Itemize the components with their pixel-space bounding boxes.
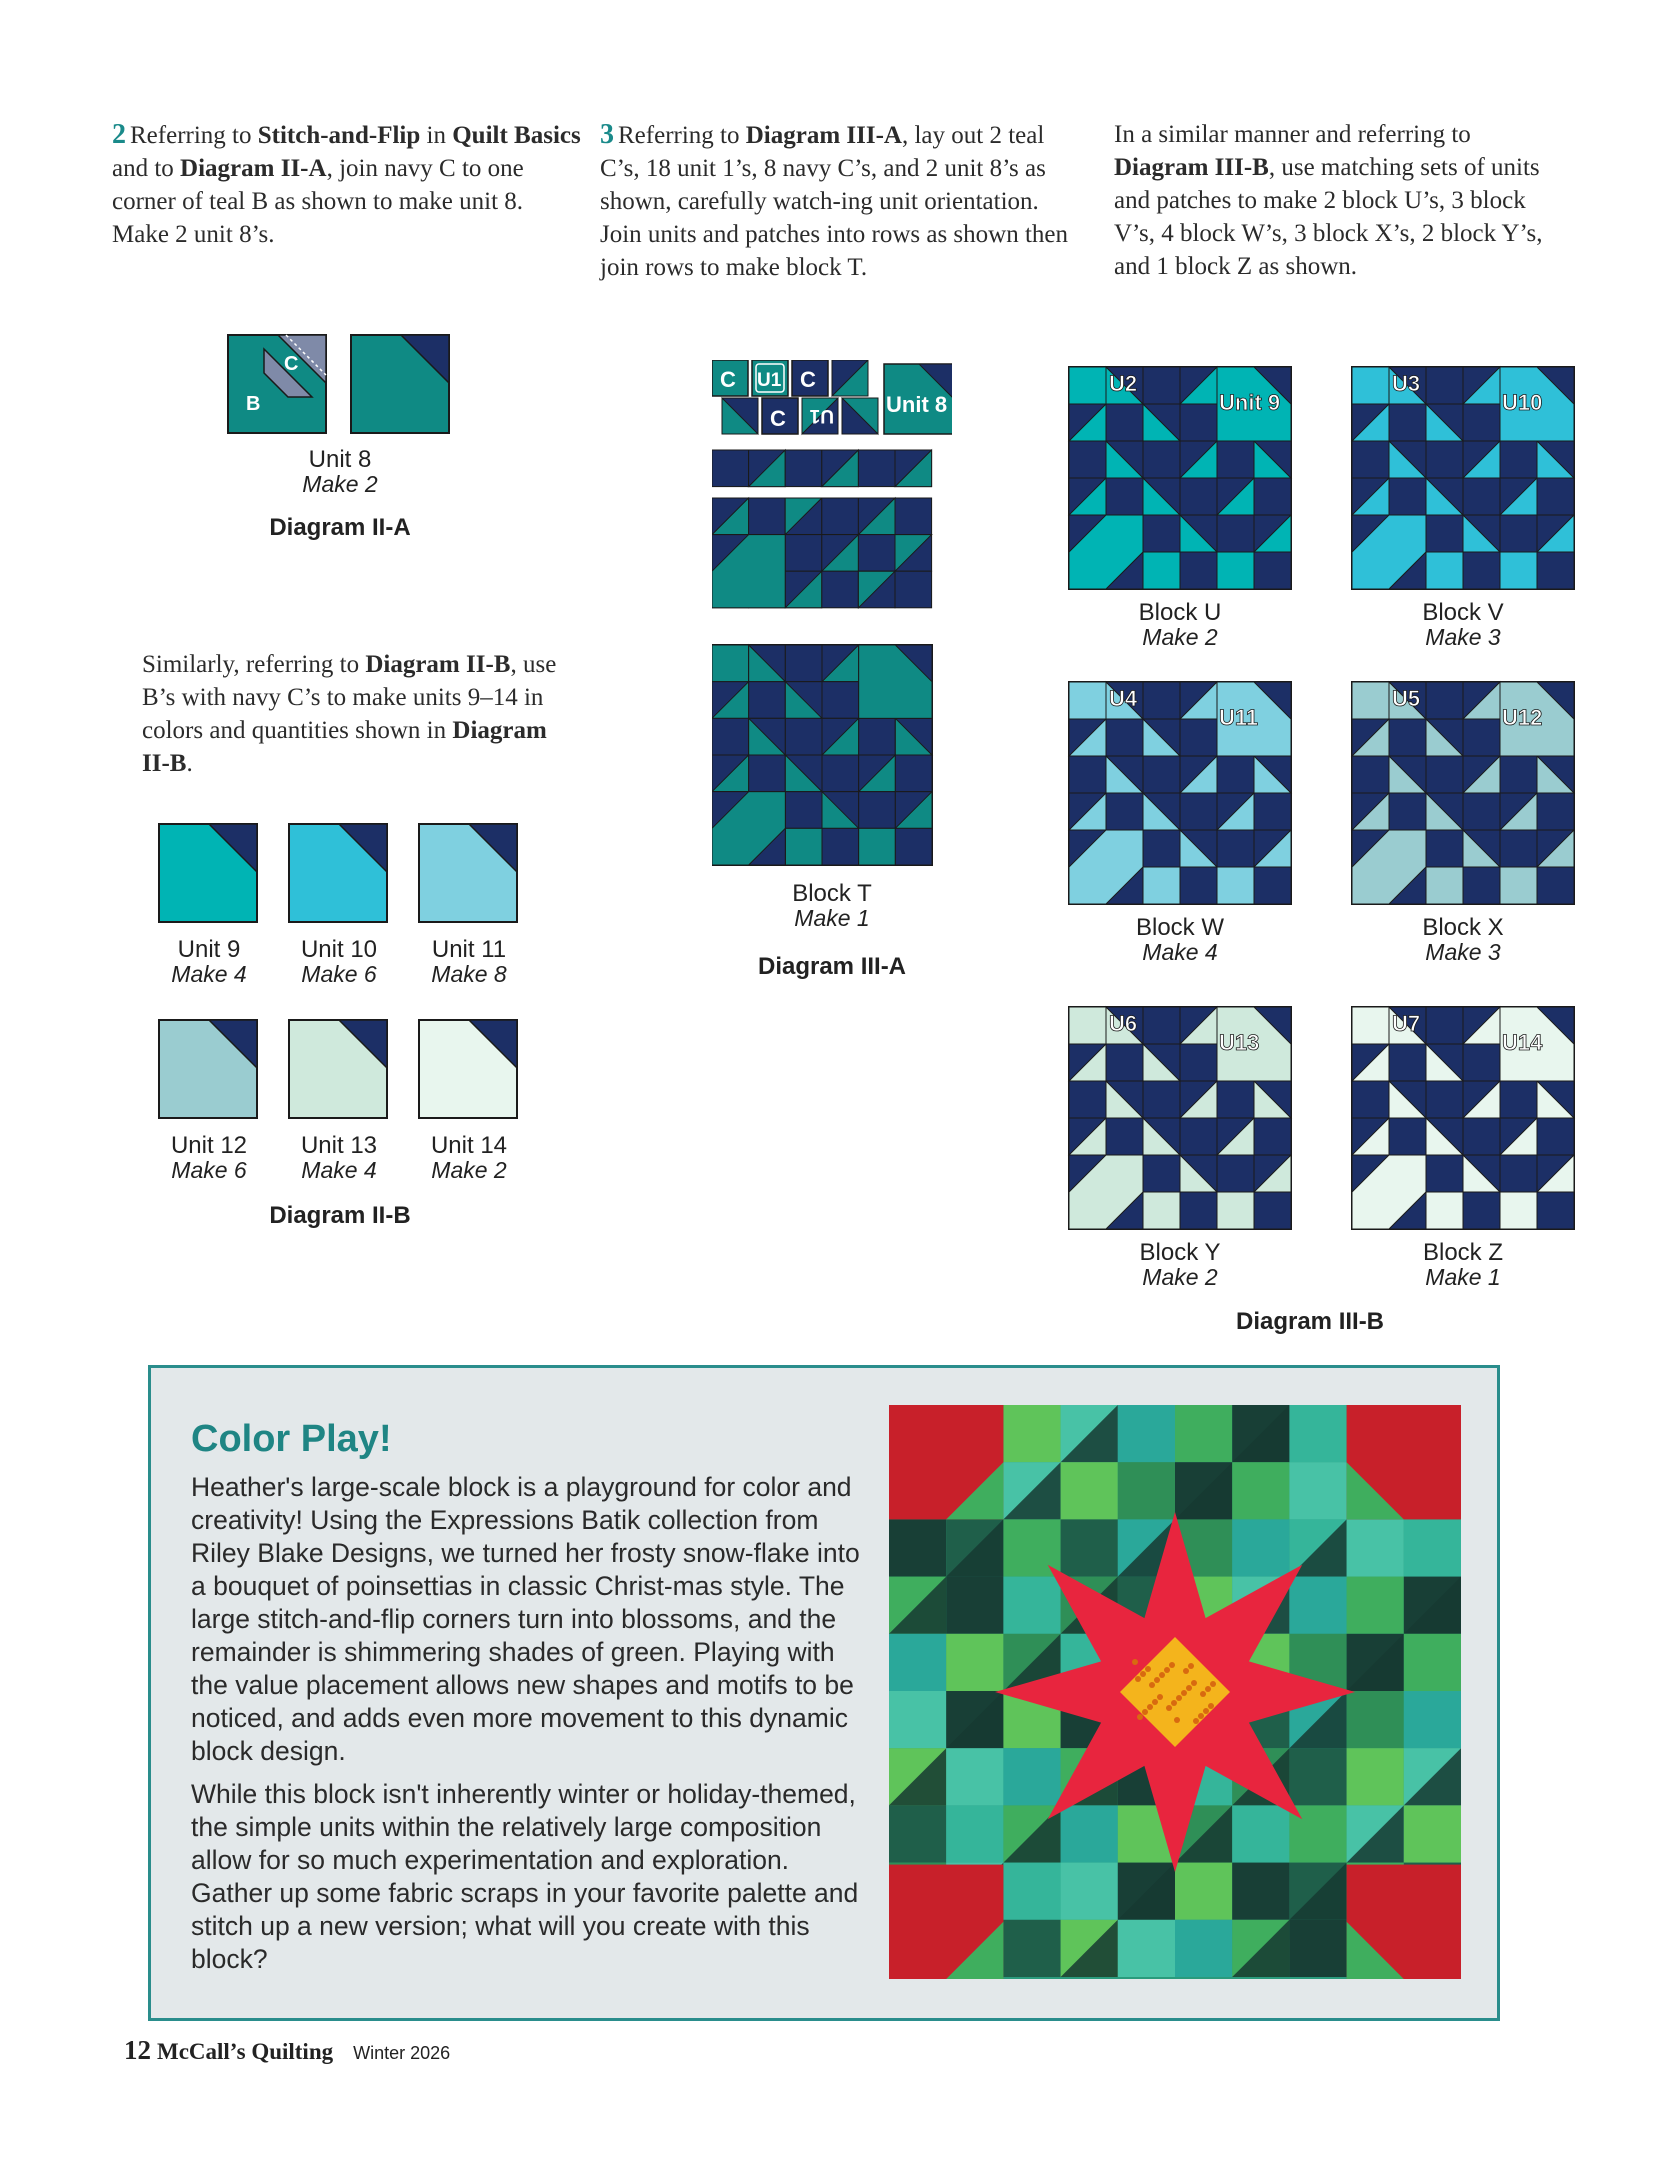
page-number: 12 (124, 2035, 151, 2065)
diagram-2a-figure (226, 332, 456, 437)
diagram-2a-title: Diagram II-A (269, 514, 411, 541)
similarly-text: Similarly, referring to Diagram II-B, use B’s with navy C’s to make units 9–14 in colors and quantities shown in Diagram II-B. (142, 651, 557, 777)
label-large-unit: U12 (1502, 705, 1543, 730)
unit-name: Unit 12 (170, 1132, 248, 1159)
unit-name: Unit 14 (430, 1132, 508, 1159)
unit-make-count: Make 6 (171, 1157, 247, 1183)
block-name: Block Y (1139, 1239, 1221, 1266)
block-z-figure (1350, 1005, 1576, 1231)
unit-make-count: Make 2 (431, 1157, 507, 1183)
label-small-unit: U4 (1109, 686, 1138, 711)
unit-caption (369, 938, 569, 986)
unit-8-caption: Unit 8 Make 2 (302, 446, 378, 497)
diagram-3b-title: Diagram III-B (1235, 1308, 1385, 1335)
label-large-unit: U11 (1219, 705, 1259, 730)
step-2-text: 2 Referring to Stitch-and-Flip in Quilt Basics and to Diagram II-A, join navy C to one corner of teal B as shown to make unit 8. Make 2 unit 8’s. (112, 119, 581, 248)
block-make-count: Make 1 (1425, 1264, 1501, 1290)
block-caption (1363, 1241, 1563, 1289)
step-3-text: 3 Referring to Diagram III-A, lay out 2 teal C’s, 18 unit 1’s, 8 navy C’s, and 2 unit 8’s as shown, carefully watch-ing unit orientation. Join units and patches into rows as shown then join rows to make block T. (600, 119, 1069, 281)
unit-10-square (287, 822, 391, 926)
block-x-figure (1350, 680, 1576, 906)
label-large-unit: Unit 9 (1219, 390, 1281, 415)
poinsettia-block-photo (889, 1405, 1461, 1979)
color-play-box (148, 1365, 1500, 2021)
color-play-paragraph-2: While this block isn't inherently winter or holiday-themed, the simple units within the relatively large composition allow for so much experimentation and exploration. Gather up some fabric scraps in your favorite palette and stitch up a new version; what will you create with this block? (191, 1779, 859, 1974)
block-caption (1080, 601, 1280, 649)
label-small-unit: U3 (1392, 371, 1421, 396)
label-small-unit: U6 (1109, 1011, 1138, 1036)
block-make-count: Make 2 (1142, 624, 1218, 650)
unit-make-count: Make 6 (301, 961, 377, 987)
block-make-count: Make 3 (1425, 624, 1501, 650)
block-make-count: Make 3 (1425, 939, 1501, 965)
diagram-2b-title: Diagram II-B (269, 1202, 411, 1229)
block-w-figure (1067, 680, 1293, 906)
unit-13-square (287, 1018, 391, 1122)
label-b: B (246, 393, 261, 415)
label-c: C (284, 353, 299, 375)
unit-name: Unit 10 (300, 936, 378, 963)
label-unit-8: Unit 8 (886, 392, 948, 417)
page-footer (124, 2035, 450, 2066)
label-large-unit: U13 (1219, 1030, 1260, 1055)
step-number: 3 (600, 119, 614, 150)
block-name: Block Z (1422, 1239, 1503, 1266)
unit-make-count: Make 4 (171, 961, 247, 987)
unit-14-square (417, 1018, 521, 1122)
color-play-text (191, 1471, 861, 1986)
diagram-3a-title: Diagram III-A (757, 953, 907, 980)
block-name: Block W (1135, 914, 1224, 941)
block-caption (1363, 916, 1563, 964)
block-name: Block V (1422, 599, 1504, 626)
label-u1: U1 (809, 405, 834, 426)
label-small-unit: U7 (1392, 1011, 1421, 1036)
block-y-figure (1067, 1005, 1293, 1231)
unit-make-count: Make 4 (301, 1157, 377, 1183)
color-play-title: Color Play! (191, 1418, 392, 1460)
block-t-caption: Block T Make 1 (792, 880, 872, 931)
unit-name: Unit 9 (177, 936, 241, 963)
block-caption (1363, 601, 1563, 649)
label-u1: U1 (757, 370, 782, 391)
block-name: Block X (1422, 914, 1504, 941)
block-name: Block U (1138, 599, 1222, 626)
label-small-unit: U5 (1392, 686, 1421, 711)
block-u-figure (1067, 365, 1293, 591)
unit-12-square (157, 1018, 261, 1122)
magazine-name: McCall’s Quilting (157, 2039, 334, 2064)
unit-name: Unit 11 (431, 936, 507, 963)
label-large-unit: U10 (1502, 390, 1543, 415)
block-make-count: Make 2 (1142, 1264, 1218, 1290)
step-3-continued-text: In a similar manner and referring to Diagram III-B, use matching sets of units and patches to make 2 block U’s, 3 block V’s, 4 block W’s, 3 block X’s, 2 block Y’s, and 1 block Z as shown. (1114, 121, 1543, 280)
label-large-unit: U14 (1502, 1030, 1543, 1055)
diagram-3a-figure (712, 360, 952, 880)
block-v-figure (1350, 365, 1576, 591)
unit-make-count: Make 8 (431, 961, 507, 987)
block-caption (1080, 1241, 1280, 1289)
label-small-unit: U2 (1109, 371, 1138, 396)
label-c: C (770, 406, 786, 431)
block-caption (1080, 916, 1280, 964)
label-c: C (720, 367, 736, 392)
label-c: C (800, 367, 816, 392)
color-play-paragraph-1: Heather's large-scale block is a playground for color and creativity! Using the Expressions Batik collection from Riley Blake Designs, we turned her frosty snow-flake into a bouquet of poinsettias in classic Christ-mas style. The large stitch-and-flip corners turn into blossoms, and the remainder is shimmering shades of green. Playing with the value placement allows new shapes and motifs to be noticed, and adds even more movement to this dynamic block design. (191, 1472, 860, 1766)
unit-name: Unit 13 (300, 1132, 378, 1159)
step-number: 2 (112, 119, 126, 150)
unit-11-square (417, 822, 521, 926)
issue-date: Winter 2026 (353, 2043, 451, 2063)
unit-9-square (157, 822, 261, 926)
unit-caption (369, 1134, 569, 1182)
block-make-count: Make 4 (1142, 939, 1218, 965)
